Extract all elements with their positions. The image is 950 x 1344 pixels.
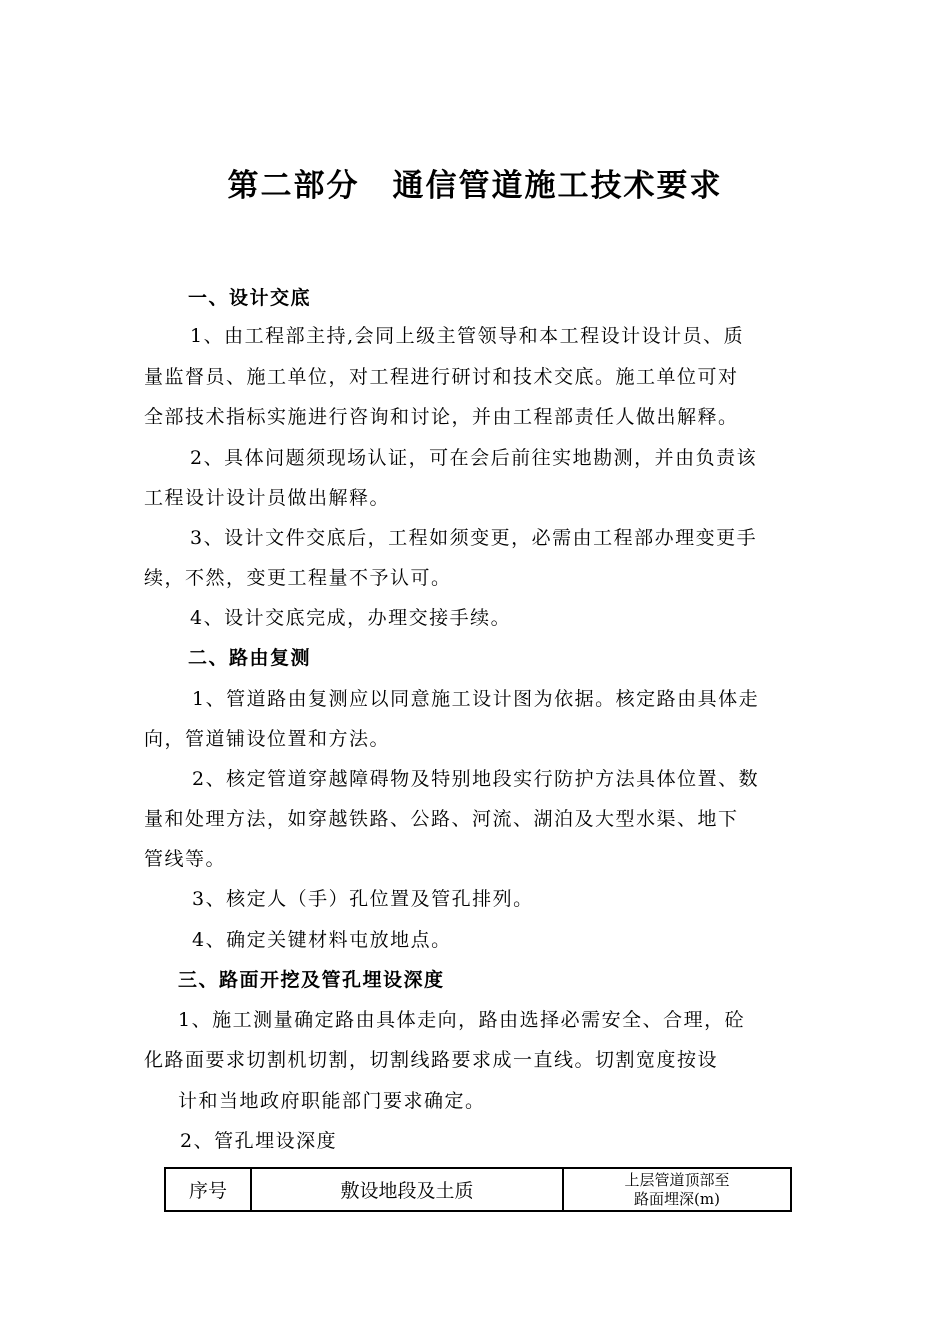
paragraph-line: 管线等。 [144, 848, 227, 870]
paragraph-line: 量监督员、施工单位，对工程进行研讨和技术交底。施工单位可对 [144, 366, 739, 388]
header-cell-section: 敷设地段及土质 [251, 1168, 563, 1211]
section-heading-1: 一、设计交底 [188, 287, 312, 309]
paragraph-line: 量和处理方法，如穿越铁路、公路、河流、湖泊及大型水渠、地下 [144, 808, 739, 830]
paragraph-line: 1、管道路由复测应以同意施工设计图为依据。核定路由具体走 [192, 688, 760, 710]
paragraph-line: 2、管孔埋设深度 [180, 1130, 338, 1152]
header-cell-index: 序号 [165, 1168, 251, 1211]
paragraph-line: 计和当地政府职能部门要求确定。 [178, 1090, 486, 1112]
paragraph-line: 向，管道铺设位置和方法。 [144, 728, 391, 750]
paragraph-line: 全部技术指标实施进行咨询和讨论，并由工程部责任人做出解释。 [144, 406, 739, 428]
header-depth-line1: 上层管道顶部至 [624, 1170, 730, 1189]
paragraph-line: 3、设计文件交底后，工程如须变更，必需由工程部办理变更手 [190, 527, 758, 549]
section-heading-3: 三、路面开挖及管孔埋设深度 [178, 969, 445, 991]
paragraph-line: 化路面要求切割机切割，切割线路要求成一直线。切割宽度按设 [144, 1049, 719, 1071]
paragraph-line: 4、确定关键材料屯放地点。 [192, 929, 452, 951]
depth-table [164, 1167, 792, 1212]
table-header-row [165, 1168, 791, 1211]
paragraph-line: 3、核定人（手）孔位置及管孔排列。 [192, 888, 534, 910]
header-depth-line2: 路面埋深(m) [634, 1189, 720, 1208]
paragraph-line: 续，不然，变更工程量不予认可。 [144, 567, 452, 589]
header-cell-depth [563, 1168, 791, 1211]
paragraph-line: 工程设计设计员做出解释。 [144, 487, 391, 509]
paragraph-line: 2、核定管道穿越障碍物及特别地段实行防护方法具体位置、数 [192, 768, 760, 790]
paragraph-line: 4、设计交底完成，办理交接手续。 [190, 607, 512, 629]
page-title: 第二部分 通信管道施工技术要求 [227, 168, 723, 204]
section-heading-2: 二、路由复测 [188, 647, 312, 669]
paragraph-line: 2、具体问题须现场认证，可在会后前往实地勘测，并由负责该 [190, 447, 758, 469]
paragraph-line: 1、由工程部主持,会同上级主管领导和本工程设计设计员、质 [190, 325, 745, 347]
paragraph-line: 1、施工测量确定路由具体走向，路由选择必需安全、合理，砼 [178, 1009, 746, 1031]
